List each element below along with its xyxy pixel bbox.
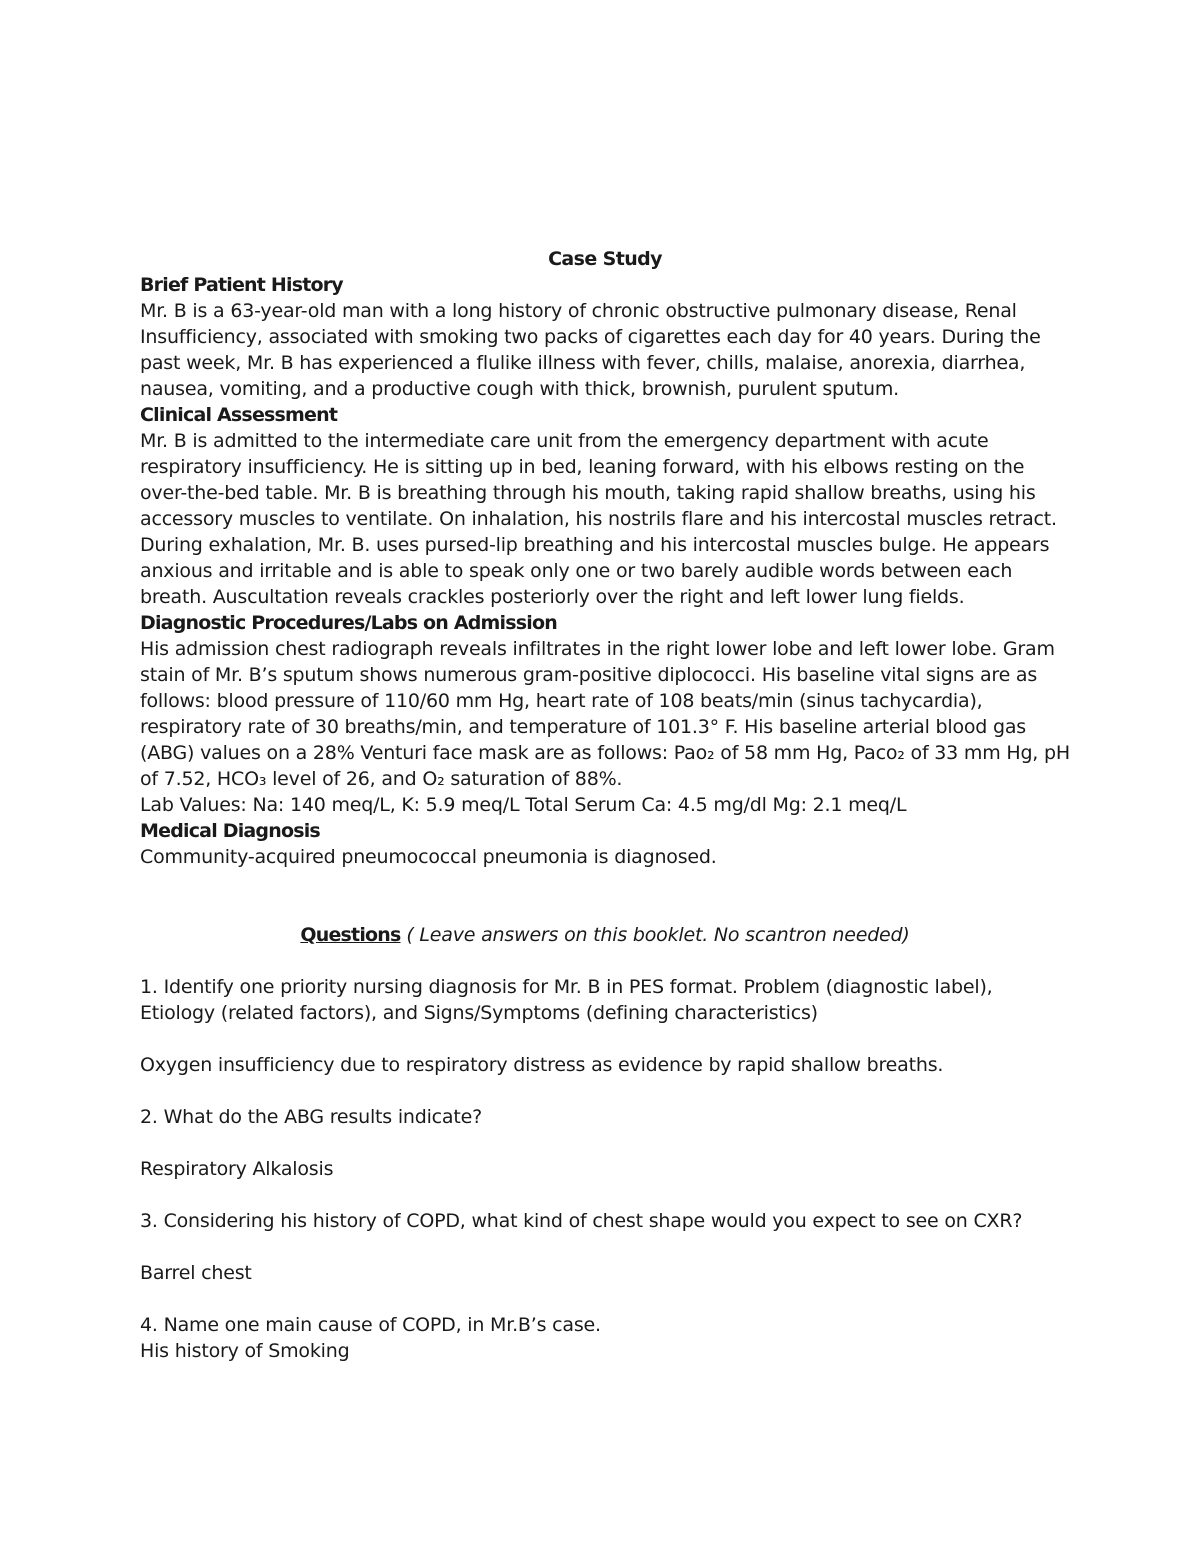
document-title: Case Study [548,248,662,270]
spacer [140,1182,1070,1208]
section-text-medical-diagnosis: Community-acquired pneumococcal pneumonia is diagnosed. [140,846,717,868]
section-heading-diagnostics: Diagnostic Procedures/Labs on Admission [140,612,557,634]
spacer [140,1026,1070,1052]
section-heading-clinical-assessment: Clinical Assessment [140,404,338,426]
lab-values: Lab Values: Na: 140 meq/L, K: 5.9 meq/L Total Serum Ca: 4.5 mg/dl Mg: 2.1 meq/L [140,794,907,816]
questions-note: ( Leave answers on this booklet. No scantron needed) [400,924,910,946]
questions-label: Questions [300,924,401,946]
question-1: 1. Identify one priority nursing diagnosis for Mr. B in PES format. Problem (diagnostic label), Etiology (related factors), and Signs/Symptoms (defining characteristics) [140,976,993,1024]
questions-header [140,922,1070,948]
spacer [140,948,1070,974]
section-text-diagnostics: His admission chest radiograph reveals infiltrates in the right lower lobe and left lower lobe. Gram stain of Mr. B’s sputum shows numerous gram-positive diplococci. His baseline vital signs are as follows: blood pressure of 110/60 mm Hg, heart rate of 108 beats/min (sinus tachycardia), respiratory rate of 30 breaths/min, and temperature of 101.3° F. His baseline arterial blood gas (ABG) values on a 28% Venturi face mask are as follows: Pao₂ of 58 mm Hg, Paco₂ of 33 mm Hg, pH of 7.52, HCO₃ level of 26, and O₂ saturation of 88%. [140,638,1070,790]
question-2: 2. What do the ABG results indicate? [140,1106,482,1128]
spacer [140,1234,1070,1260]
question-3: 3. Considering his history of COPD, what kind of chest shape would you expect to see on CXR? [140,1210,1023,1232]
answer-1: Oxygen insufficiency due to respiratory distress as evidence by rapid shallow breaths. [140,1054,944,1076]
section-heading-patient-history: Brief Patient History [140,274,343,296]
section-text-clinical-assessment: Mr. B is admitted to the intermediate care unit from the emergency department with acute respiratory insufficiency. He is sitting up in bed, leaning forward, with his elbows resting on the over-the-bed table. Mr. B is breathing through his mouth, taking rapid shallow breaths, using his accessory muscles to ventilate. On inhalation, his nostrils flare and his intercostal muscles retract. During exhalation, Mr. B. uses pursed-lip breathing and his intercostal muscles bulge. He appears anxious and irritable and is able to speak only one or two barely audible words between each breath. Auscultation reveals crackles posteriorly over the right and left lower lung fields. [140,430,1057,608]
spacer [140,1286,1070,1312]
spacer [140,870,1070,922]
question-4: 4. Name one main cause of COPD, in Mr.B’s case. [140,1314,601,1336]
answer-2: Respiratory Alkalosis [140,1158,334,1180]
section-text-patient-history: Mr. B is a 63-year-old man with a long history of chronic obstructive pulmonary disease, Renal Insufficiency, associated with smoking two packs of cigarettes each day for 40 years. During the past week, Mr. B has experienced a flulike illness with fever, chills, malaise, anorexia, diarrhea, nausea, vomiting, and a productive cough with thick, brownish, purulent sputum. [140,300,1041,400]
document-page [140,246,1070,1364]
answer-3: Barrel chest [140,1262,252,1284]
spacer [140,1130,1070,1156]
spacer [140,1078,1070,1104]
answer-4: His history of Smoking [140,1340,350,1362]
section-heading-medical-diagnosis: Medical Diagnosis [140,820,320,842]
